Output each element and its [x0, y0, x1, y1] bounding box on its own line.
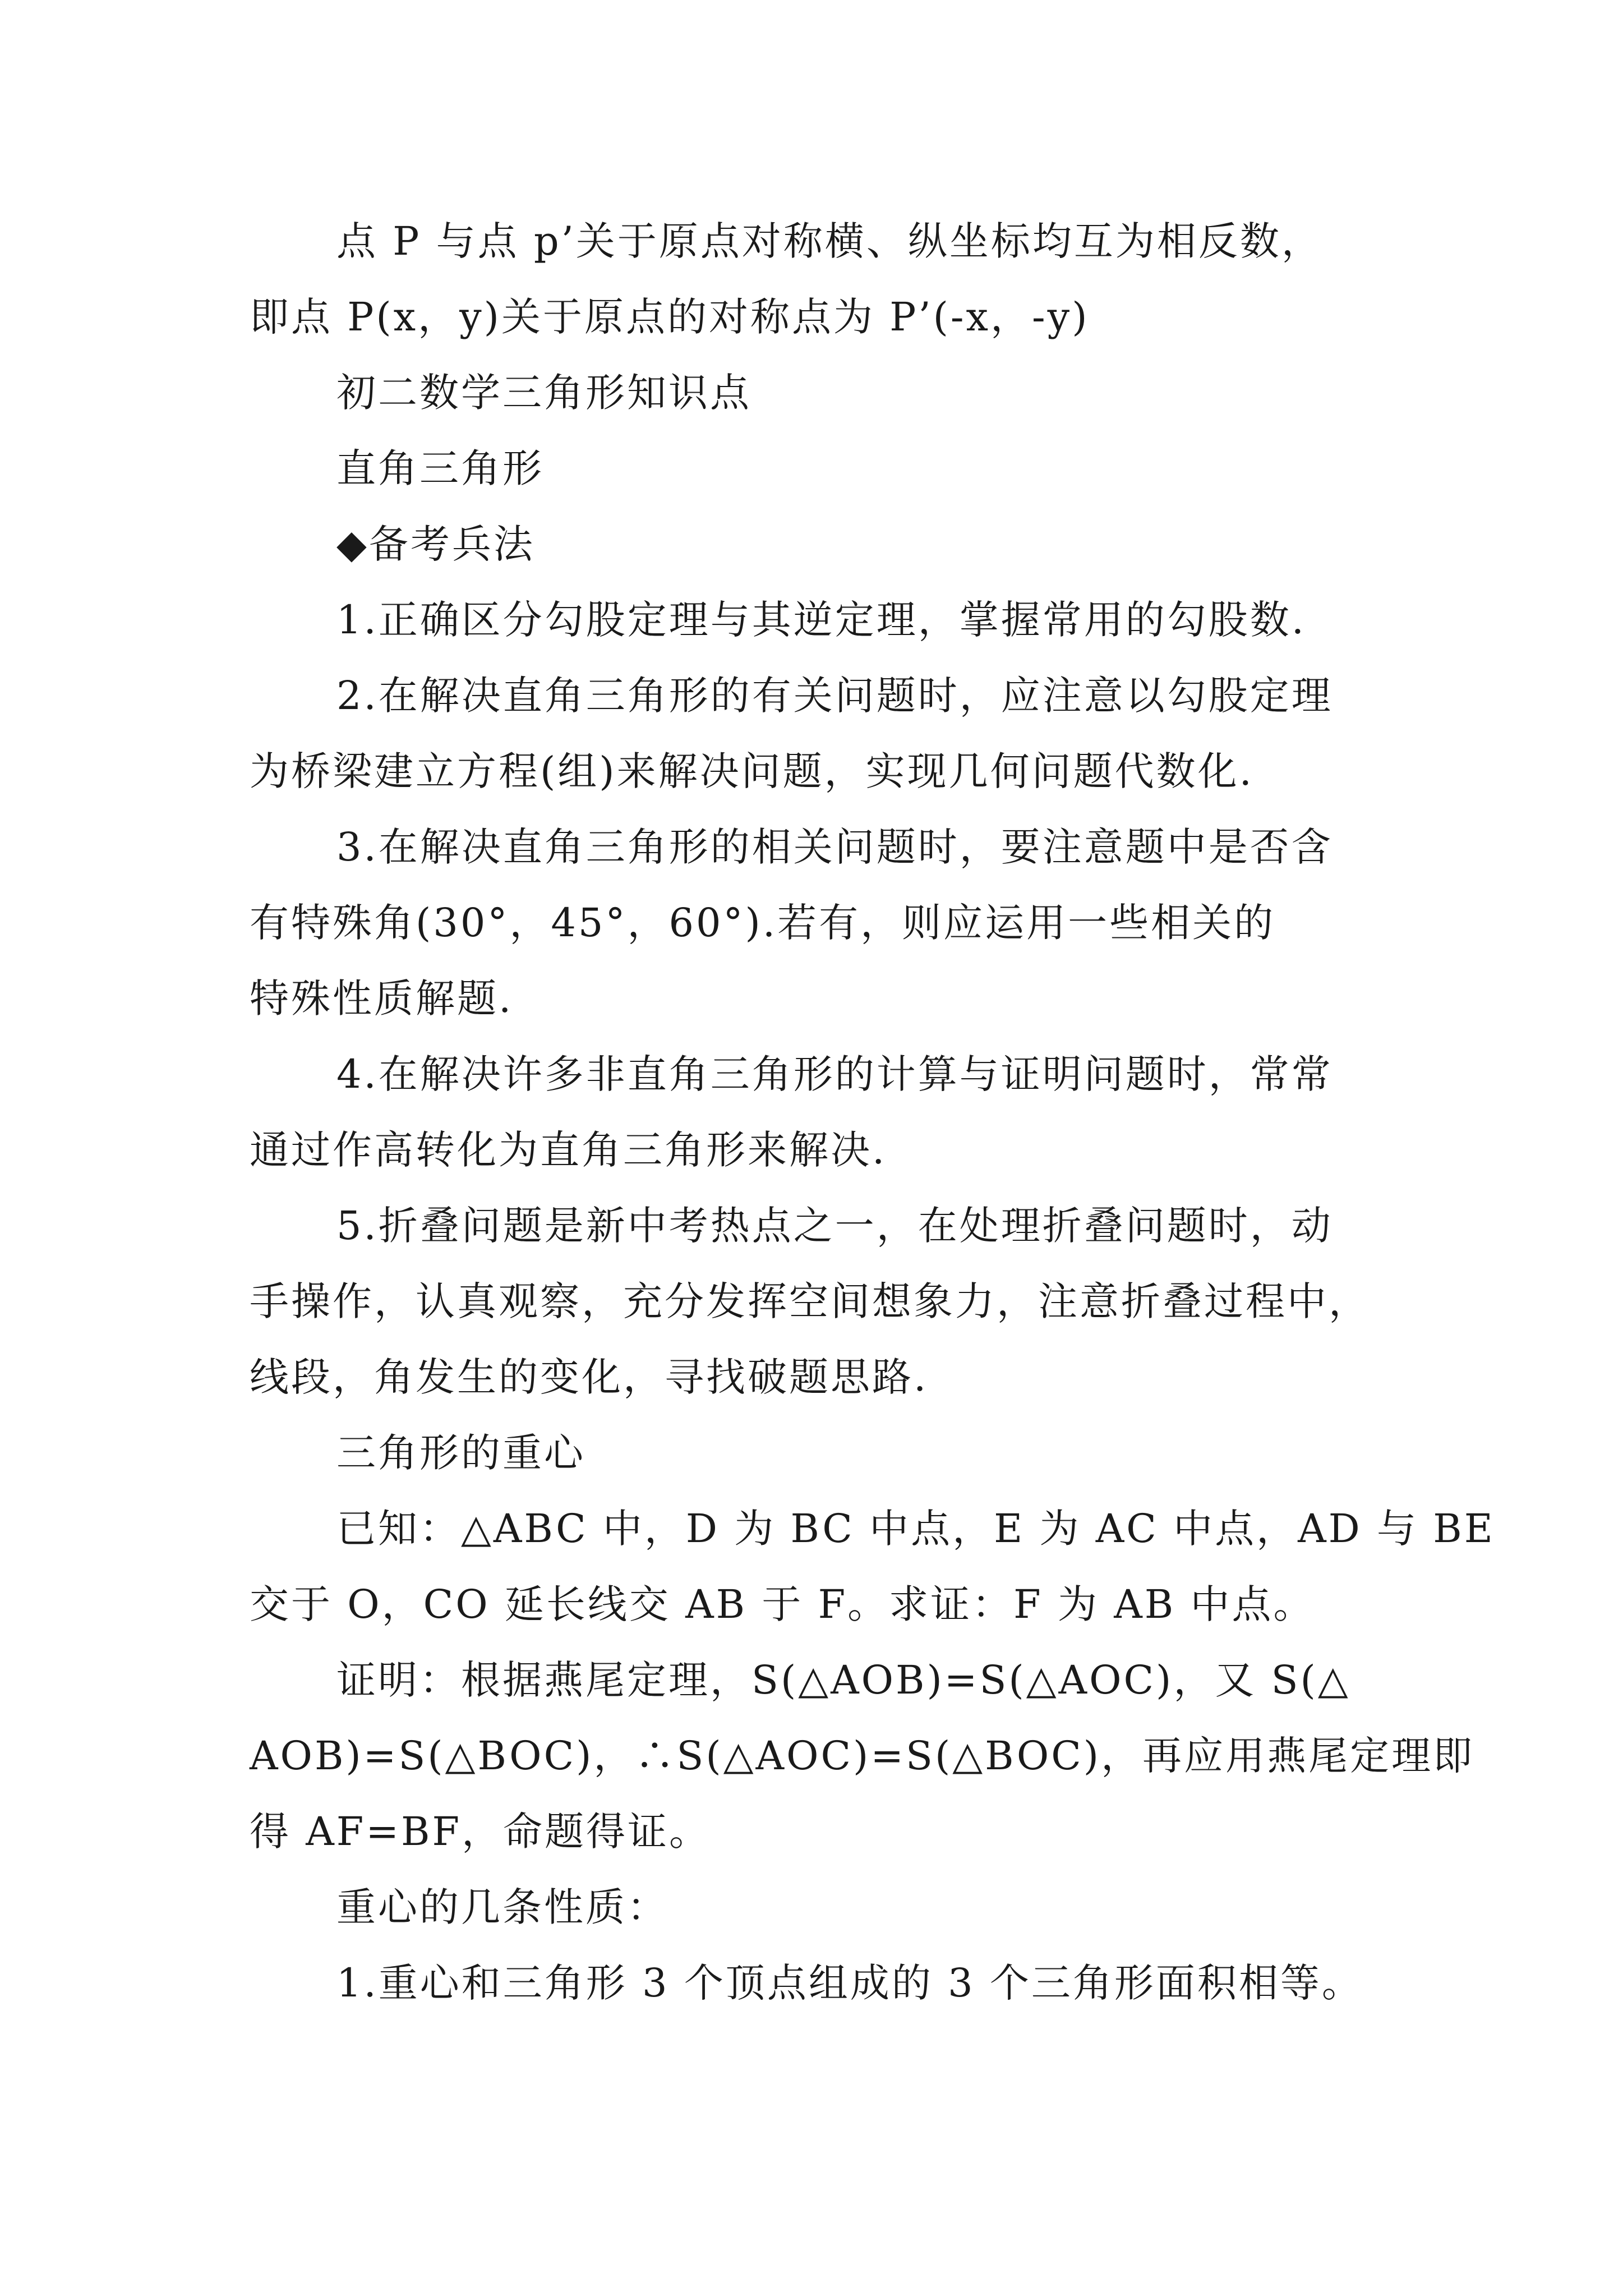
- tip-2-line-2: 为桥梁建立方程(组)来解决问题，实现几何问题代数化.: [250, 748, 1254, 794]
- given-line-1: 已知：△ABC 中，D 为 BC 中点，E 为 AC 中点，AD 与 BE: [336, 1506, 1495, 1552]
- proof-line-1: 证明：根据燕尾定理，S(△AOB)=S(△AOC)，又 S(△: [336, 1657, 1350, 1703]
- tip-5-line-1: 5.折叠问题是新中考热点之一，在处理折叠问题时，动: [336, 1203, 1333, 1249]
- paragraph-symmetry-line-2: 即点 P(x，y)关于原点的对称点为 P’(-x，-y): [250, 294, 1090, 340]
- subheading-exam-tips: ◆备考兵法: [336, 521, 535, 567]
- tip-4-line-1: 4.在解决许多非直角三角形的计算与证明问题时，常常: [336, 1051, 1333, 1097]
- given-line-2: 交于 O，CO 延长线交 AB 于 F。求证：F 为 AB 中点。: [250, 1581, 1315, 1627]
- section-heading-triangle: 初二数学三角形知识点: [336, 370, 751, 416]
- property-1-line-1: 1.重心和三角形 3 个顶点组成的 3 个三角形面积相等。: [336, 1960, 1363, 2006]
- tip-4-line-2: 通过作高转化为直角三角形来解决.: [250, 1127, 887, 1173]
- proof-line-2: AOB)=S(△BOC)，∴S(△AOC)=S(△BOC)，再应用燕尾定理即: [250, 1733, 1475, 1779]
- tip-3-line-1: 3.在解决直角三角形的相关问题时，要注意题中是否含: [336, 824, 1333, 870]
- tip-2-line-1: 2.在解决直角三角形的有关问题时，应注意以勾股定理: [336, 673, 1333, 719]
- tip-3-line-2: 有特殊角(30°，45°，60°).若有，则应运用一些相关的: [250, 900, 1276, 946]
- subheading-centroid-properties: 重心的几条性质：: [336, 1884, 668, 1930]
- tip-3-line-3: 特殊性质解题.: [250, 976, 514, 1022]
- tip-5-line-2: 手操作，认真观察，充分发挥空间想象力，注意折叠过程中，: [250, 1278, 1370, 1324]
- subheading-right-triangle: 直角三角形: [336, 445, 544, 491]
- paragraph-symmetry-line-1: 点 P 与点 p’关于原点对称横、纵坐标均互为相反数，: [336, 218, 1323, 264]
- tip-5-line-3: 线段，角发生的变化，寻找破题思路.: [250, 1354, 929, 1400]
- subheading-centroid: 三角形的重心: [336, 1430, 585, 1476]
- proof-line-3: 得 AF=BF，命题得证。: [250, 1809, 711, 1855]
- tip-1-line-1: 1.正确区分勾股定理与其逆定理，掌握常用的勾股数.: [336, 597, 1307, 643]
